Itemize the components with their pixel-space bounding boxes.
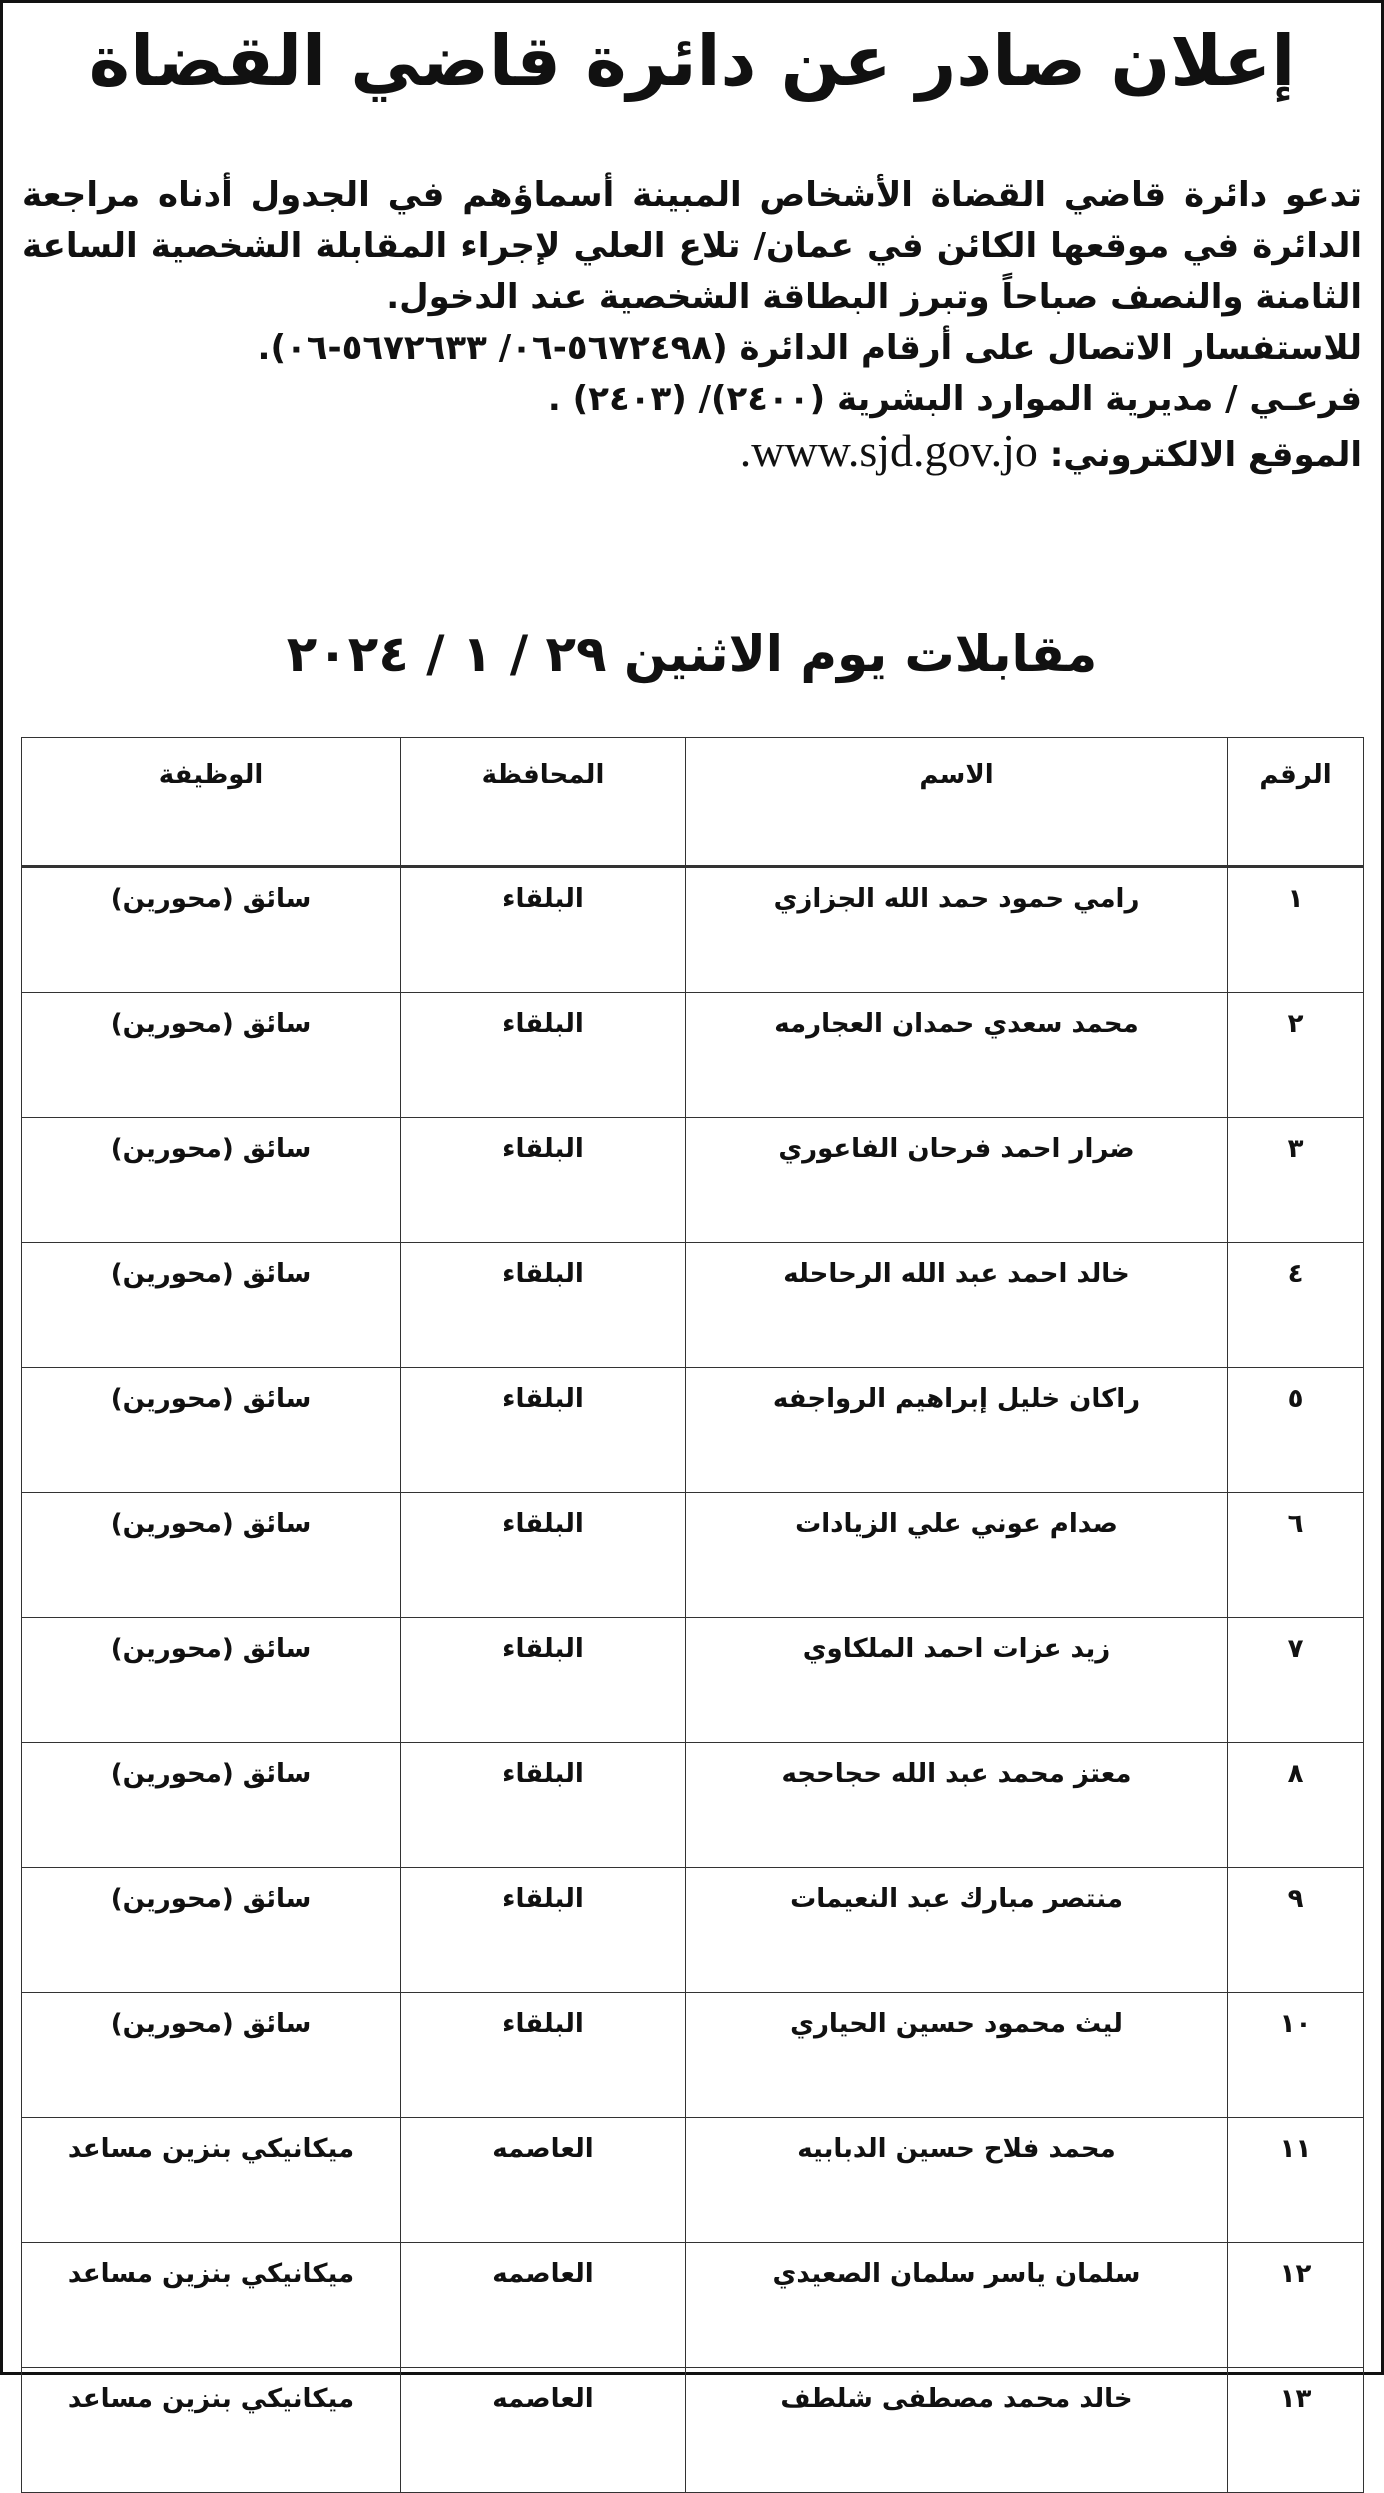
row-name: صدام عوني علي الزيادات (686, 1493, 1228, 1618)
row-governorate: العاصمه (401, 2368, 686, 2493)
table-row (22, 1118, 1364, 1243)
table-row (22, 867, 1364, 993)
candidates-table (21, 737, 1364, 2493)
row-governorate: العاصمه (401, 2243, 686, 2368)
table-row (22, 1368, 1364, 1493)
row-number: ٩ (1228, 1868, 1364, 1993)
row-number: ١٢ (1228, 2243, 1364, 2368)
row-job: ميكانيكي بنزين مساعد (22, 2368, 401, 2493)
row-number: ٦ (1228, 1493, 1364, 1618)
table-row (22, 2243, 1364, 2368)
header-governorate: المحافظة (401, 738, 686, 867)
row-number: ٧ (1228, 1618, 1364, 1743)
row-name: محمد سعدي حمدان العجارمه (686, 993, 1228, 1118)
row-job: سائق (محورين) (22, 1243, 401, 1368)
header-name: الاسم (686, 738, 1228, 867)
row-number: ٥ (1228, 1368, 1364, 1493)
table-row (22, 1868, 1364, 1993)
row-number: ٣ (1228, 1118, 1364, 1243)
row-name: زيد عزات احمد الملكاوي (686, 1618, 1228, 1743)
table-row (22, 1618, 1364, 1743)
row-governorate: البلقاء (401, 1743, 686, 1868)
invitation-text: تدعو دائرة قاضي القضاة الأشخاص المبينة أسماؤهم في الجدول أدناه مراجعة الدائرة في موقعها الكائن في عمان/ تلاع العلي لإجراء المقابلة الشخصية الساعة الثامنة والنصف صباحاً وتبرز البطاقة الشخصية عند الدخول. (22, 175, 1362, 317)
row-job: سائق (محورين) (22, 1618, 401, 1743)
row-job: ميكانيكي بنزين مساعد (22, 2243, 401, 2368)
row-governorate: البلقاء (401, 1368, 686, 1493)
table-row (22, 1743, 1364, 1868)
row-name: ضرار احمد فرحان الفاعوري (686, 1118, 1228, 1243)
row-governorate: البلقاء (401, 1118, 686, 1243)
row-number: ٨ (1228, 1743, 1364, 1868)
row-number: ١٣ (1228, 2368, 1364, 2493)
table-row (22, 1993, 1364, 2118)
table-header-row (22, 738, 1364, 867)
row-job: سائق (محورين) (22, 1368, 401, 1493)
row-job: سائق (محورين) (22, 1118, 401, 1243)
table-row (22, 1493, 1364, 1618)
header-number: الرقم (1228, 738, 1364, 867)
row-governorate: البلقاء (401, 867, 686, 993)
table-row (22, 993, 1364, 1118)
row-governorate: البلقاء (401, 1493, 686, 1618)
row-number: ١٠ (1228, 1993, 1364, 2118)
row-job: سائق (محورين) (22, 993, 401, 1118)
row-name: ليث محمود حسين الحياري (686, 1993, 1228, 2118)
row-job: سائق (محورين) (22, 1743, 401, 1868)
row-governorate: العاصمه (401, 2118, 686, 2243)
row-job: سائق (محورين) (22, 1493, 401, 1618)
header-job: الوظيفة (22, 738, 401, 867)
branch-text: فرعـي / مديرية الموارد البشرية (٢٤٠٠)/ (٢٤٠٣) . (547, 379, 1362, 419)
row-governorate: البلقاء (401, 1868, 686, 1993)
row-job: ميكانيكي بنزين مساعد (22, 2118, 401, 2243)
row-number: ١١ (1228, 2118, 1364, 2243)
row-governorate: البلقاء (401, 993, 686, 1118)
row-name: خالد محمد مصطفى شلطف (686, 2368, 1228, 2493)
website-link[interactable]: www.sjd.gov.jo. (739, 425, 1038, 476)
row-job: سائق (محورين) (22, 1868, 401, 1993)
row-governorate: البلقاء (401, 1618, 686, 1743)
website-line (22, 425, 1362, 481)
row-number: ١ (1228, 867, 1364, 993)
row-name: محمد فلاح حسين الدبابيه (686, 2118, 1228, 2243)
row-name: معتز محمد عبد الله حجاحجه (686, 1743, 1228, 1868)
announcement-title: إعلان صادر عن دائرة قاضي القضاة (88, 20, 1296, 102)
row-governorate: البلقاء (401, 1993, 686, 2118)
row-name: خالد احمد عبد الله الرحاحله (686, 1243, 1228, 1368)
row-number: ٤ (1228, 1243, 1364, 1368)
table-row (22, 2368, 1364, 2493)
contact-text: للاستفسار الاتصال على أرقام الدائرة (٥٦٧٢٤٩٨-٠٦/ ٥٦٧٢٦٣٣-٠٦). (257, 328, 1362, 368)
row-name: رامي حمود حمد الله الجزازي (686, 867, 1228, 993)
row-job: سائق (محورين) (22, 1993, 401, 2118)
table-row (22, 1243, 1364, 1368)
announcement-body (22, 170, 1362, 481)
table-row (22, 2118, 1364, 2243)
row-name: سلمان ياسر سلمان الصعيدي (686, 2243, 1228, 2368)
row-governorate: البلقاء (401, 1243, 686, 1368)
row-number: ٢ (1228, 993, 1364, 1118)
row-job: سائق (محورين) (22, 867, 401, 993)
row-name: منتصر مبارك عبد النعيمات (686, 1868, 1228, 1993)
row-name: راكان خليل إبراهيم الرواجفه (686, 1368, 1228, 1493)
website-label: الموقع الالكتروني: (1049, 435, 1362, 475)
interview-date-heading: مقابلات يوم الاثنين ٢٩ / ١ / ٢٠٢٤ (286, 625, 1098, 683)
